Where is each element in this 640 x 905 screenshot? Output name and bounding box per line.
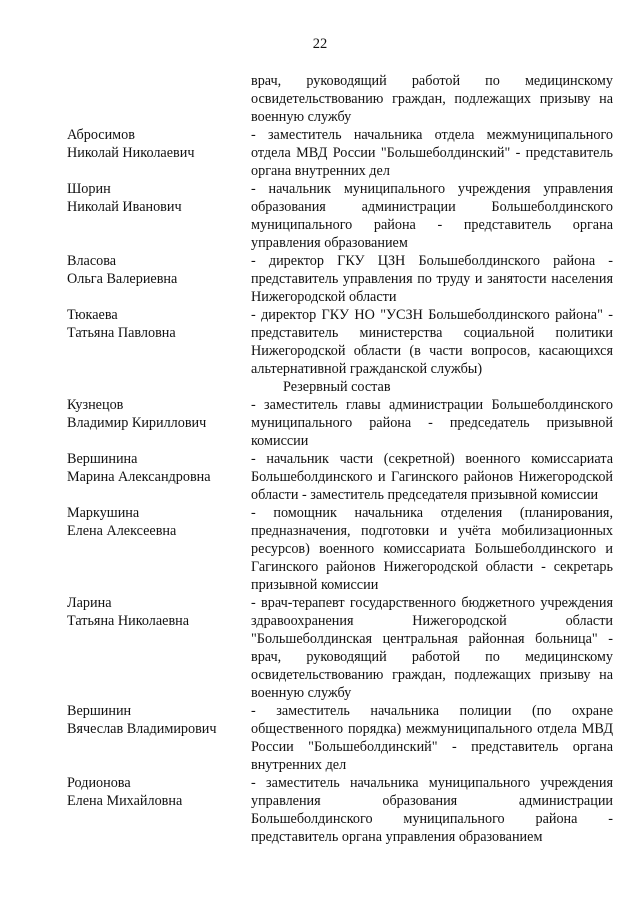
list-item [67,252,613,306]
member-surname: Вершинина [67,451,138,467]
member-name [67,450,251,486]
member-surname: Маркушина [67,505,140,521]
member-given-names: Николай Иванович [67,199,182,215]
member-given-names: Марина Александровна [67,469,211,485]
member-role: - врач-терапевт государственного бюджетного учреждения здравоохранения Нижегородской области "Большеболдинская центральная районная больница" - врач, руководящий работой по медицинскому освидетельствованию граждан, подлежащих призыву на военную службу [251,595,613,701]
member-surname: Вершинин [67,703,132,719]
member-role: - начальник муниципального учреждения управления образования администрации Большеболдинского муниципального района - представитель органа управления образованием [251,181,613,251]
member-surname: Шорин [67,181,111,197]
member-role: - заместитель начальника полиции (по охране общественного порядка) межмуниципального отдела МВД России "Большеболдинский" - представитель органа внутренних дел [251,703,613,773]
list-item [67,504,613,594]
list-item [67,126,613,180]
member-name [67,594,251,630]
member-given-names: Вячеслав Владимирович [67,721,217,737]
member-name [67,306,251,342]
member-surname: Тюкаева [67,307,118,323]
member-given-names: Владимир Кириллович [67,415,207,431]
list-item [67,594,613,702]
member-name [67,774,251,810]
member-surname: Абросимов [67,127,135,143]
member-role: - помощник начальника отделения (планирования, предназначения, подготовки и учёта мобилизационных ресурсов) военного комиссариата Большеболдинского и Гагинского районов Нижегородской области - секретарь призывной комиссии [251,505,613,593]
member-name [67,180,251,216]
member-name [67,504,251,540]
member-given-names: Татьяна Николаевна [67,613,190,629]
member-surname: Кузнецов [67,397,124,413]
member-role: - заместитель начальника отдела межмуниципального отдела МВД России "Большеболдинский" - представитель органа внутренних дел [251,127,613,179]
member-surname: Власова [67,253,117,269]
member-given-names: Татьяна Павловна [67,325,176,341]
list-item [67,396,613,450]
member-role: - заместитель начальника муниципального учреждения управления образования администрации Большеболдинского муниципального района - представитель органа управления образованием [251,775,613,845]
member-role: - заместитель главы администрации Большеболдинского муниципального района - председатель призывной комиссии [251,397,613,449]
member-given-names: Николай Николаевич [67,145,195,161]
member-role: - начальник части (секретной) военного комиссариата Большеболдинского и Гагинского районов Нижегородской области - заместитель председателя призывной комиссии [251,451,613,503]
member-name [67,396,251,432]
member-role: - директор ГКУ НО "УСЗН Большеболдинского района" - представитель министерства социальной политики Нижегородской области (в части вопросов, касающихся альтернативной гражданской службы) [251,307,613,377]
member-name [67,126,251,162]
list-item [67,702,613,774]
list-item [67,774,613,846]
member-given-names: Елена Михайловна [67,793,183,809]
page-number: 22 [312,36,328,52]
reserve-section-title: Резервный состав [283,379,391,395]
list-item [67,450,613,504]
member-name [67,252,251,288]
list-item [67,306,613,378]
list-item [67,72,613,126]
commission-list [67,72,613,846]
member-role: врач, руководящий работой по медицинскому освидетельствованию граждан, подлежащих призыву на военную службу [251,73,613,125]
member-surname: Ларина [67,595,112,611]
member-role: - директор ГКУ ЦЗН Большеболдинского района - представитель управления по труду и занятости населения Нижегородской области [251,253,613,305]
list-item [67,180,613,252]
member-given-names: Елена Алексеевна [67,523,177,539]
member-surname: Родионова [67,775,131,791]
member-given-names: Ольга Валериевна [67,271,178,287]
member-name [67,702,251,738]
